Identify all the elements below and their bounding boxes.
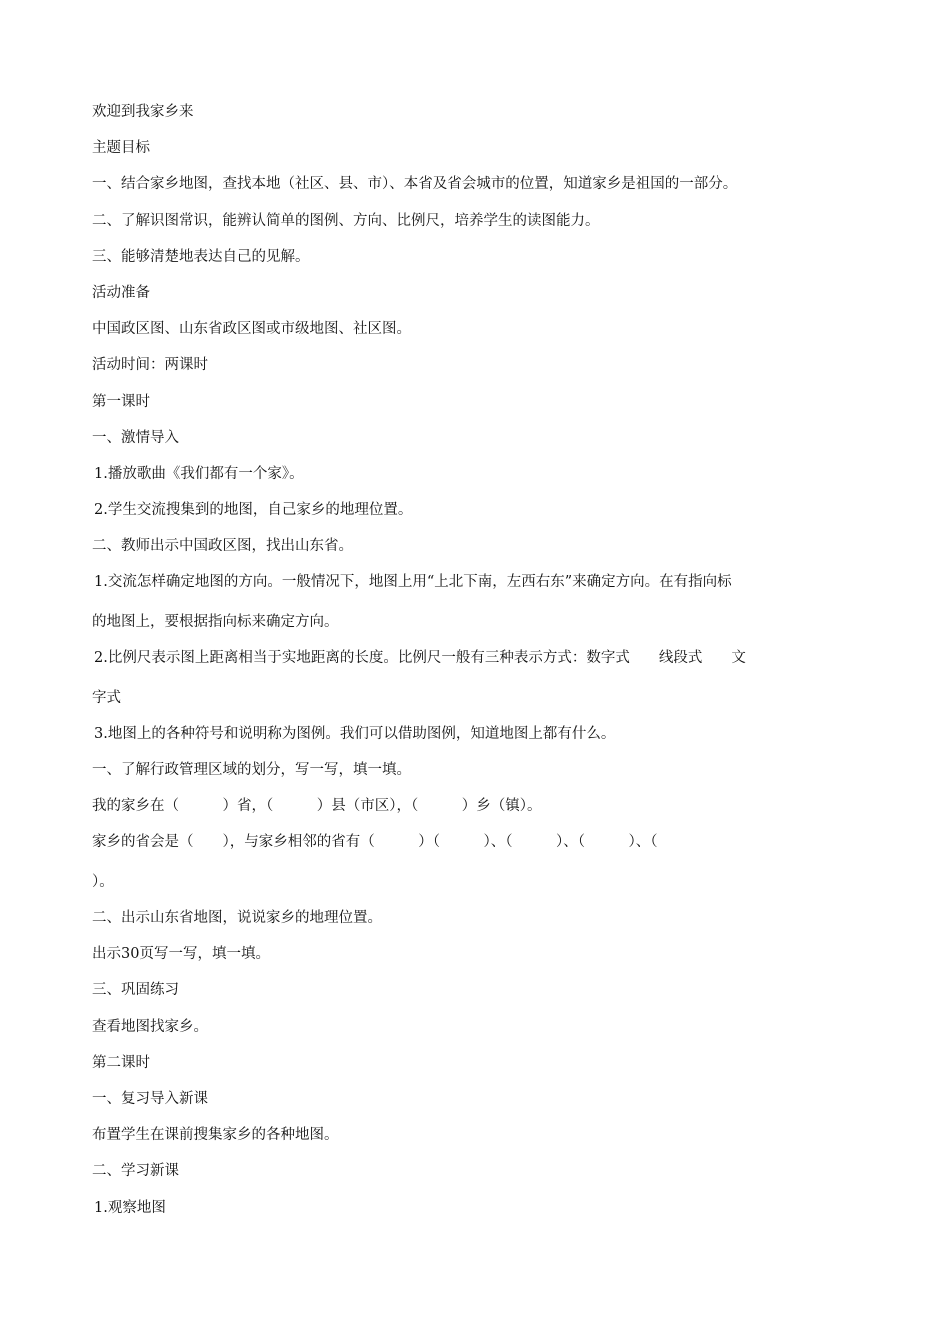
goal-item-2: 二、了解识图常识，能辨认简单的图例、方向、比例尺，培养学生的读图能力。	[92, 212, 600, 229]
numbered-item: 1.观察地图	[94, 1199, 166, 1216]
numbered-item: 2.比例尺表示图上距离相当于实地距离的长度。比例尺一般有三种表示方式：数字式 线段式 文	[94, 650, 746, 667]
lesson-heading-2: 第二课时	[92, 1054, 150, 1071]
step-heading: 一、复习导入新课	[92, 1091, 208, 1107]
paragraph-continuation: ）。	[92, 873, 114, 890]
paragraph: 查看地图找家乡。	[92, 1018, 208, 1035]
numbered-item: 3.地图上的各种符号和说明称为图例。我们可以借助图例，知道地图上都有什么。	[94, 725, 616, 742]
prep-materials: 中国政区图、山东省政区图或市级地图、社区图。	[92, 321, 411, 338]
document-page	[92, 100, 862, 1232]
step-heading: 一、了解行政管理区域的划分，写一写，填一填。	[92, 762, 411, 778]
goal-item-1: 一、结合家乡地图，查找本地（社区、县、市）、本省及省会城市的位置，知道家乡是祖国的一部分。	[92, 176, 738, 193]
goal-item-3: 三、能够清楚地表达自己的见解。	[92, 248, 310, 265]
fill-in-line: 家乡的省会是（ ），与家乡相邻的省有（ ）（ ）、（ ）、（ ）、（	[92, 834, 658, 851]
paragraph-continuation: 的地图上，要根据指向标来确定方向。	[92, 613, 339, 630]
step-heading: 三、巩固练习	[92, 982, 179, 999]
numbered-item: 2.学生交流搜集到的地图，自己家乡的地理位置。	[94, 502, 413, 519]
lesson-heading-1: 第一课时	[92, 393, 150, 410]
doc-title: 欢迎到我家乡来	[92, 104, 194, 120]
paragraph: 布置学生在课前搜集家乡的各种地图。	[92, 1127, 339, 1144]
step-heading: 二、学习新课	[92, 1163, 179, 1180]
activity-time: 活动时间：两课时	[92, 357, 208, 374]
step-heading: 二、出示山东省地图，说说家乡的地理位置。	[92, 910, 382, 927]
paragraph: 出示30页写一写，填一填。	[92, 946, 270, 963]
fill-in-line: 我的家乡在（ ）省，（ ）县（市区），（ ）乡（镇）。	[92, 798, 542, 815]
paragraph-continuation: 字式	[92, 689, 121, 706]
numbered-item: 1.播放歌曲《我们都有一个家》。	[94, 465, 304, 482]
numbered-item: 1.交流怎样确定地图的方向。一般情况下，地图上用“上北下南，左西右东”来确定方向。在有指向标	[94, 574, 732, 591]
step-heading: 二、教师出示中国政区图，找出山东省。	[92, 538, 353, 555]
step-heading: 一、激情导入	[92, 429, 179, 446]
section-heading-goals: 主题目标	[92, 140, 150, 157]
section-heading-prep: 活动准备	[92, 284, 150, 301]
